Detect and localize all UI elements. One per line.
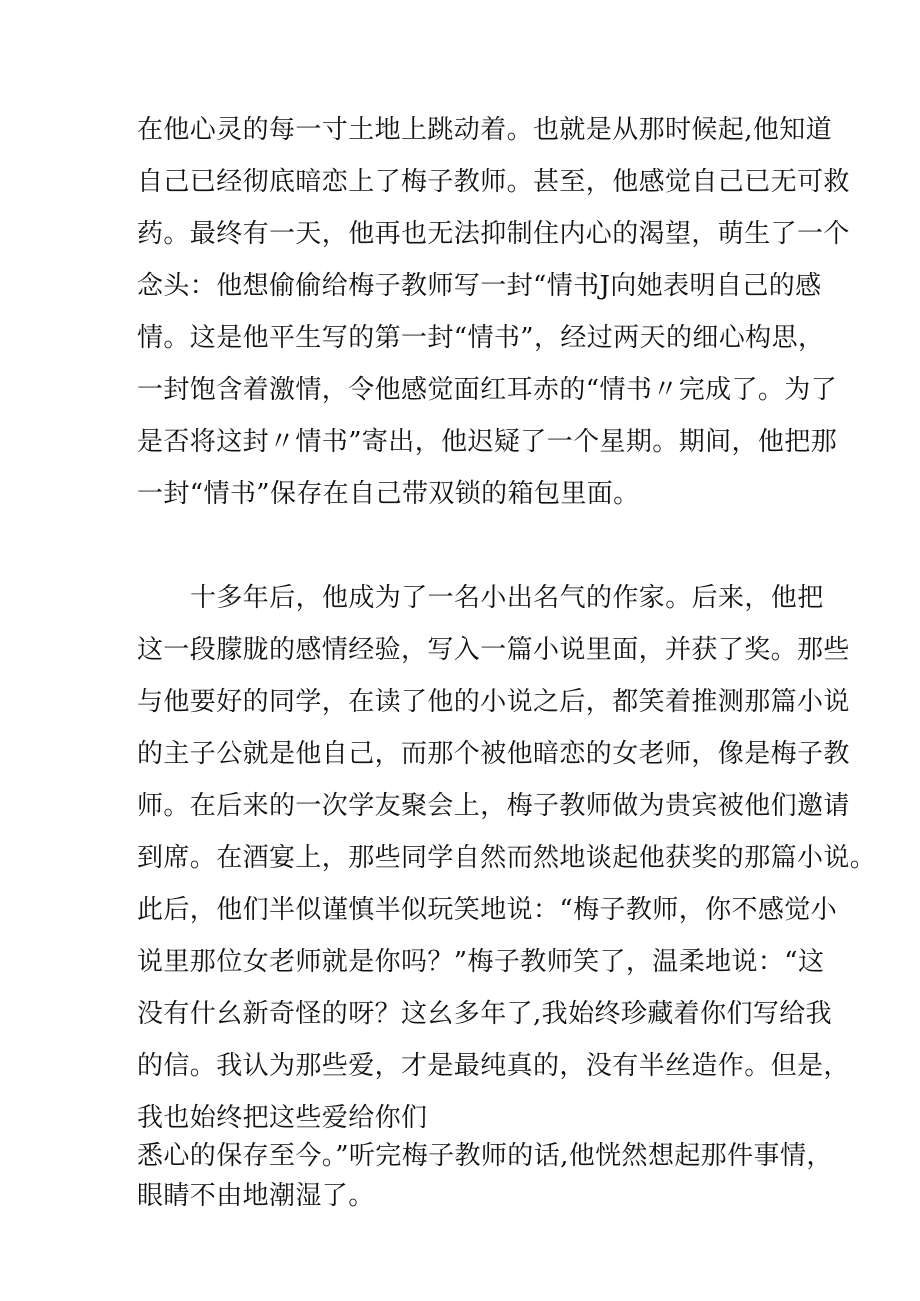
paragraph-1-line-8: 一封“情书”保存在自己带双锁的箱包里面。 (137, 479, 640, 509)
paragraph-2-line-3: 与他要好的同学，在读了他的小说之后，都笑着推测那篇小说 (137, 687, 850, 717)
paragraph-2-line-11: 我也始终把这些爱给你们 (137, 1103, 428, 1133)
paragraph-2-line-8: 说里那位女老师就是你吗？”梅子教师笑了，温柔地说：“这 (137, 947, 825, 977)
paragraph-2-line-13: 眼睛不由地潮湿了。 (137, 1181, 375, 1211)
paragraph-2-line-5: 师。在后来的一次学友聚会上，梅子教师做为贵宾被他们邀请 (137, 791, 850, 821)
paragraph-1-line-5: 情。这是他平生写的第一封“情书”，经过两天的细心构思， (137, 323, 825, 353)
paragraph-2-line-6: 到席。在酒宴上，那些同学自然而然地谈起他获奖的那篇小说。 (137, 843, 877, 873)
paragraph-2-line-7: 此后，他们半似谨慎半似玩笑地说：“梅子教师，你不感觉小 (137, 895, 838, 925)
paragraph-2-line-2: 这一段朦胧的感情经验，写入一篇小说里面，并获了奖。那些 (137, 635, 850, 665)
paragraph-2-line-9: 没有什幺新奇怪的呀？这幺多年了,我始终珍藏着你们写给我 (137, 999, 833, 1029)
paragraph-2-line-12: 悉心的保存至今。”听完梅子教师的话,他恍然想起那件事情， (137, 1141, 833, 1171)
paragraph-1-line-7: 是否将这封〃情书”寄出，他迟疑了一个星期。期间，他把那 (137, 427, 838, 457)
paragraph-1-line-4: 念头：他想偷偷给梅子教师写一封“情书J向她表明自己的感 (137, 271, 822, 301)
paragraph-2-line-10: 的信。我认为那些爱，才是最纯真的，没有半丝造作。但是， (137, 1051, 850, 1081)
paragraph-2-line-4: 的主子公就是他自己，而那个被他暗恋的女老师，像是梅子教 (137, 739, 850, 769)
paragraph-1-line-6: 一封饱含着激情，令他感觉面红耳赤的“情书〃完成了。为了 (137, 375, 838, 405)
paragraph-1-line-3: 药。最终有一天，他再也无法抑制住内心的渴望，萌生了一个 (137, 219, 850, 249)
paragraph-1-line-2: 自己已经彻底暗恋上了梅子教师。甚至，他感觉自己已无可救 (137, 167, 850, 197)
paragraph-2-line-1: 十多年后，他成为了一名小出名气的作家。后来，他把 (190, 583, 824, 613)
paragraph-1-line-1: 在他心灵的每一寸土地上跳动着。也就是从那时候起,他知道 (137, 115, 833, 145)
